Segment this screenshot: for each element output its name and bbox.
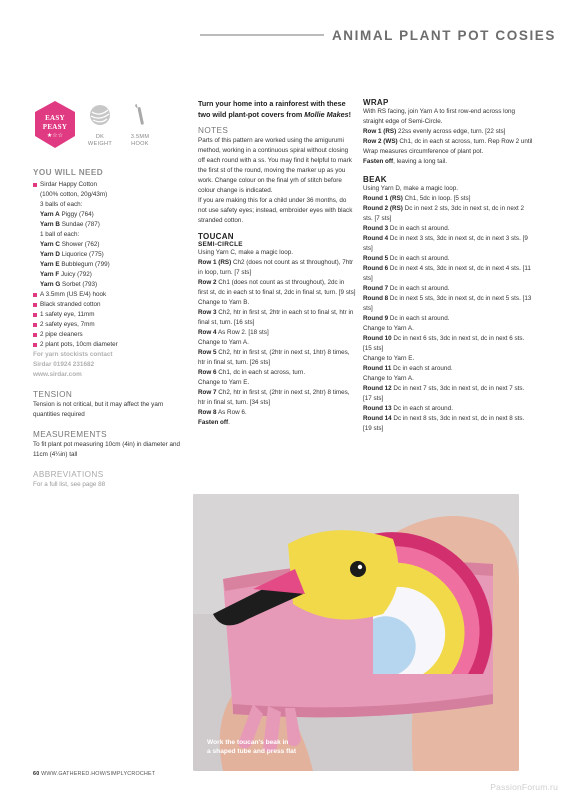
caption-line-1: Work the toucan's beak in	[207, 739, 289, 746]
wrap-line-text: 22ss evenly across edge, turn. [22 sts]	[396, 128, 506, 135]
toucan-title: TOUCAN	[198, 232, 234, 241]
beak-line-label: Round 6	[363, 265, 389, 272]
difficulty-line2: PEASY	[42, 123, 68, 131]
beak-line	[363, 404, 533, 414]
wrap-line-text: Ch1, dc in each st across, turn. Rep Row 2 until Wrap measures circumference of plant pot.	[363, 138, 533, 155]
measurements-title: MEASUREMENTS	[33, 430, 107, 439]
beak-line	[363, 224, 533, 234]
yarn-name: Piggy (764)	[59, 211, 94, 218]
beak-line-label: Round 9	[363, 315, 389, 322]
beak-line	[363, 354, 533, 364]
beak-line	[363, 374, 533, 384]
toucan-line-text: Ch1 (does not count as st throughout), 2dc in first st, dc in each st to final st, 2dc in final st, turn. [9 sts]	[198, 279, 356, 296]
materials-item: 3 balls of each:	[40, 201, 83, 208]
toucan-line	[198, 328, 356, 338]
beak-line	[363, 264, 533, 284]
wrap-line-text: , leaving a long tail.	[393, 158, 448, 165]
stockists-line3: www.sirdar.com	[33, 371, 82, 378]
you-will-need-title: YOU WILL NEED	[33, 168, 104, 177]
page-header	[200, 24, 566, 46]
semi-circle-subtitle: SEMI-CIRCLE	[198, 241, 243, 248]
tension-text: Tension is not critical, but it may affect the yarn quantities required	[33, 401, 164, 418]
beak-line-text: Dc in each st around.	[388, 285, 450, 292]
badges-row	[33, 100, 193, 162]
toucan-line-label: Row 5	[198, 349, 217, 356]
wrap-line	[363, 157, 533, 167]
toucan-line-label: Row 6	[198, 369, 217, 376]
difficulty-stars: ★☆☆	[46, 133, 64, 139]
toucan-line-text: As Row 2. [18 sts]	[216, 329, 269, 336]
toucan-line	[198, 418, 356, 428]
beak-line-label: Round 2 (RS)	[363, 205, 403, 212]
beak-line-text: Dc in next 5 sts, 3dc in next st, dc in next 5 sts. [13 sts]	[363, 295, 532, 312]
beak-line-text: Using Yarn D, make a magic loop.	[363, 185, 458, 192]
wrap-line	[363, 137, 533, 157]
materials-item	[33, 260, 188, 270]
yarn-name: Shower (762)	[59, 241, 100, 248]
yarn-name: Liquorice (775)	[59, 251, 104, 258]
wrap-line-label: Row 2 (WS)	[363, 138, 398, 145]
toucan-line-label: Row 2	[198, 279, 217, 286]
beak-line-text: Dc in next 2 sts, 3dc in next st, dc in next 2 sts. [7 sts]	[363, 205, 524, 222]
beak-line-text: Dc in next 4 sts, 3dc in next st, dc in next 4 sts. [11 sts]	[363, 265, 531, 282]
crochet-hook-icon	[129, 104, 151, 126]
footer-url: WWW.GATHERED.HOW/SIMPLYCROCHET	[39, 771, 156, 777]
toucan-line	[198, 368, 356, 378]
toucan-line-label: Row 7	[198, 389, 217, 396]
toucan-line-text: Change to Yarn E.	[198, 379, 250, 386]
beak-line-text: Dc in each st around.	[391, 365, 453, 372]
intro-lead	[198, 98, 356, 120]
beak-instructions	[363, 184, 533, 434]
materials-item: Sirdar Happy Cotton	[33, 180, 188, 190]
hook-size-badge	[123, 104, 157, 148]
toucan-line	[198, 378, 356, 388]
beak-line-label: Round 3	[363, 225, 389, 232]
header-rule	[200, 34, 324, 36]
yarn-label: Yarn C	[40, 241, 60, 248]
toucan-line-text: Ch2, htr in first st, 2htr in each st to final st, htr in final st, turn. [16 sts]	[198, 309, 354, 326]
yarn-ball-icon	[89, 104, 111, 126]
materials-item: 1 ball of each:	[40, 231, 80, 238]
beak-line	[363, 314, 533, 324]
beak-line-text: Dc in next 6 sts, 3dc in next st, dc in next 6 sts. [15 sts]	[363, 335, 525, 352]
beak-line-label: Round 5	[363, 255, 389, 262]
materials-item: 2 plant pots, 10cm diameter	[33, 340, 188, 350]
beak-line	[363, 184, 533, 194]
notes-paragraph-2: If you are making this for a child under 36 months, do not use safety eyes; instead, embroider eyes with black stranded cotton.	[198, 197, 353, 224]
yarn-label: Yarn E	[40, 261, 60, 268]
beak-line-text: Dc in next 8 sts, 3dc in next st, dc in next 8 sts. [19 sts]	[363, 415, 525, 432]
toucan-line-text: Ch2 (does not count as st throughout), 7htr in loop, turn. [7 sts]	[198, 259, 354, 276]
right-column	[363, 98, 533, 434]
beak-title: BEAK	[363, 175, 387, 184]
difficulty-line1: EASY	[45, 114, 65, 122]
section-title: ANIMAL PLANT POT COSIES	[331, 27, 556, 43]
photo-caption	[207, 738, 296, 756]
materials-item	[33, 210, 188, 220]
toucan-line-label: Row 8	[198, 409, 217, 416]
toucan-line-label: Row 3	[198, 309, 217, 316]
yarn-label: Yarn D	[40, 251, 60, 258]
beak-line	[363, 414, 533, 434]
beak-line	[363, 364, 533, 374]
toucan-line-label: Fasten off	[198, 419, 229, 426]
toucan-instructions	[198, 248, 356, 428]
beak-line	[363, 234, 533, 254]
toucan-line	[198, 338, 356, 348]
notes-paragraph-1: Parts of this pattern are worked using the amigurumi method, working in a continuous spiral without closing off each round with a ss. You may find it helpful to mark the first st of the round, moving the marker up as you work. Change colour on the final yrh of stitch before colour change is indicated.	[198, 137, 352, 194]
toucan-cosy-illustration	[193, 494, 519, 771]
caption-line-2: a shaped tube and press flat	[207, 748, 297, 755]
toucan-line	[198, 408, 356, 418]
toucan-line	[198, 388, 356, 408]
beak-line-text: Dc in each st around.	[388, 225, 450, 232]
yarn-weight-badge	[83, 104, 117, 148]
toucan-line	[198, 278, 356, 298]
beak-line	[363, 254, 533, 264]
yarn-name: Bubblegum (799)	[59, 261, 110, 268]
toucan-line-text: Change to Yarn A.	[198, 339, 249, 346]
beak-line-text: Dc in each st around.	[388, 315, 450, 322]
beak-line-label: Round 14	[363, 415, 392, 422]
page-footer	[33, 771, 155, 777]
beak-line	[363, 194, 533, 204]
beak-line-label: Round 13	[363, 405, 392, 412]
wrap-line-text: With RS facing, join Yarn A to first row-end across long straight edge of Semi-Circle.	[363, 108, 516, 125]
toucan-line-text: Ch2, htr in first st, (2htr in next st, 2htr) 8 times, htr in final st, turn. [34 sts]	[198, 389, 350, 406]
notes-title: NOTES	[198, 126, 229, 135]
toucan-line	[198, 298, 356, 308]
watermark: PassionForum.ru	[490, 782, 558, 792]
wrap-line	[363, 127, 533, 137]
sidebar-column	[33, 168, 188, 490]
yarn-label: Yarn F	[40, 271, 60, 278]
yarn-label: Yarn G	[40, 281, 61, 288]
materials-item: 1 safety eye, 11mm	[33, 310, 188, 320]
tension-title: TENSION	[33, 390, 73, 399]
page-number: 60	[33, 771, 40, 777]
abbreviations-title: ABBREVIATIONS	[33, 470, 104, 479]
beak-line-text: Dc in next 3 sts, 3dc in next st, dc in next 3 sts. [9 sts]	[363, 235, 528, 252]
materials-list	[33, 180, 188, 350]
beak-line-label: Round 7	[363, 285, 389, 292]
product-photo	[193, 494, 519, 771]
wrap-line-label: Row 1 (RS)	[363, 128, 397, 135]
yarn-label: Yarn A	[40, 211, 60, 218]
stockists-line1: For yarn stockists contact	[33, 351, 113, 358]
hook-size-label: 3.5MM HOOK	[130, 134, 150, 147]
wrap-line	[363, 107, 533, 127]
wrap-line-label: Fasten off	[363, 158, 394, 165]
intro-lead-end: !	[348, 110, 351, 119]
toucan-line-label: Row 4	[198, 329, 217, 336]
toucan-line-text: As Row 6.	[216, 409, 247, 416]
toucan-line	[198, 348, 356, 368]
measurements-text: To fit plant pot measuring 10cm (4in) in diameter and 11cm (4¼in) tall	[33, 441, 181, 458]
beak-line	[363, 334, 533, 354]
beak-line-label: Round 1 (RS)	[363, 195, 403, 202]
beak-line	[363, 284, 533, 294]
toucan-line-text: Ch2, htr in first st, (2htr in next st, 1htr) 8 times, htr in final st, turn. [26 sts]	[198, 349, 350, 366]
toucan-line	[198, 258, 356, 278]
toucan-line	[198, 248, 356, 258]
difficulty-badge	[33, 100, 77, 150]
stockists-line2: Sirdar 01924 231682	[33, 361, 95, 368]
toucan-line	[198, 308, 356, 328]
beak-line-text: Ch1, 5dc in loop. [5 sts]	[402, 195, 471, 202]
beak-line-label: Round 4	[363, 235, 389, 242]
beak-line-text: Change to Yarn A.	[363, 375, 414, 382]
materials-item: Black stranded cotton	[33, 300, 188, 310]
intro-lead-text: Turn your home into a rainforest with these two wild plant-pot covers from	[198, 99, 346, 119]
toucan-line-text: .	[228, 419, 230, 426]
yarn-label: Yarn B	[40, 221, 60, 228]
beak-line-text: Dc in each st around.	[388, 255, 450, 262]
materials-item: 2 safety eyes, 7mm	[33, 320, 188, 330]
beak-line-text: Change to Yarn E.	[363, 355, 415, 362]
materials-item: A 3.5mm (US E/4) hook	[33, 290, 188, 300]
beak-line-label: Round 8	[363, 295, 389, 302]
beak-line-text: Dc in next 7 sts, 3dc in next st, dc in next 7 sts. [17 sts]	[363, 385, 525, 402]
beak-line-label: Round 12	[363, 385, 392, 392]
beak-line	[363, 324, 533, 334]
materials-item: (100% cotton, 20g/43m)	[40, 191, 108, 198]
intro-lead-italic: Mollie Makes	[304, 110, 349, 119]
yarn-name: Sundae (787)	[59, 221, 100, 228]
beak-line	[363, 294, 533, 314]
abbreviations-text: For a full list, see page 88	[33, 481, 106, 488]
materials-item	[33, 280, 188, 290]
yarn-name: Sorbet (793)	[60, 281, 98, 288]
main-column	[198, 98, 356, 428]
beak-line	[363, 204, 533, 224]
toucan-line-label: Row 1 (RS)	[198, 259, 232, 266]
beak-line-text: Change to Yarn A.	[363, 325, 414, 332]
materials-item	[33, 220, 188, 230]
toucan-line-text: Change to Yarn B.	[198, 299, 250, 306]
beak-line-text: Dc in each st around.	[391, 405, 453, 412]
wrap-instructions	[363, 107, 533, 167]
materials-item	[33, 240, 188, 250]
beak-line	[363, 384, 533, 404]
yarn-weight-label: DK WEIGHT	[87, 134, 113, 147]
toucan-line-text: Using Yarn C, make a magic loop.	[198, 249, 293, 256]
beak-line-label: Round 10	[363, 335, 392, 342]
materials-item	[33, 250, 188, 260]
beak-line-label: Round 11	[363, 365, 392, 372]
yarn-name: Juicy (792)	[59, 271, 92, 278]
wrap-title: WRAP	[363, 98, 389, 107]
toucan-line-text: Ch1, dc in each st across, turn.	[216, 369, 306, 376]
materials-item	[33, 270, 188, 280]
materials-item: 2 pipe cleaners	[33, 330, 188, 340]
